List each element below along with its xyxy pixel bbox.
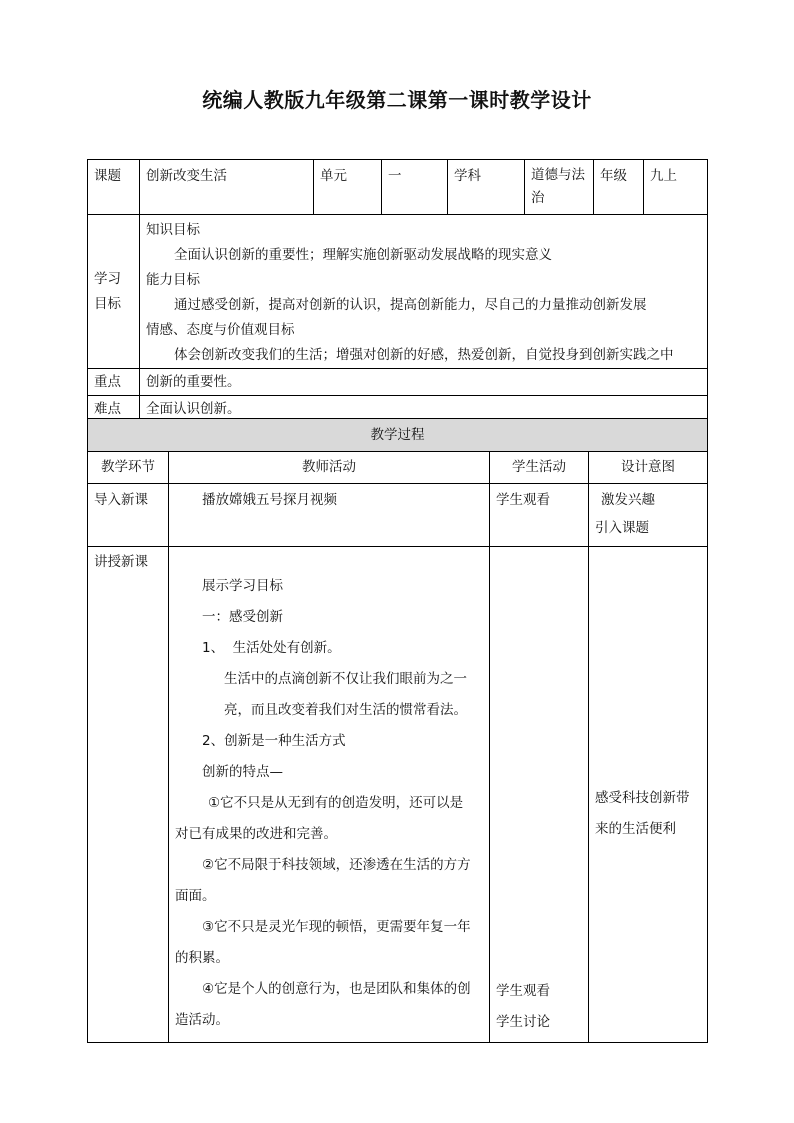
teacher-line: ③它不只是灵光乍现的顿悟，更需要年复一年	[202, 919, 471, 935]
objectives-row	[88, 215, 708, 369]
teacher-line: 2、创新是一种生活方式	[202, 733, 346, 749]
label-grade: 年级	[600, 168, 627, 184]
process-title: 教学过程	[370, 427, 425, 443]
process-title-row	[88, 419, 708, 452]
teacher-line: 对已有成果的改进和完善。	[175, 826, 337, 842]
label-objectives: 学习目标	[94, 270, 121, 312]
teach-student-1: 学生观看	[496, 983, 550, 999]
label-difficulty: 难点	[94, 401, 121, 417]
teacher-line: 造活动。	[175, 1012, 229, 1028]
topic-row	[88, 160, 708, 215]
teacher-line: 面面。	[175, 888, 216, 904]
label-topic: 课题	[94, 168, 121, 184]
topic-value: 创新改变生活	[146, 168, 227, 184]
objective-heading-emotion: 情感、态度与价值观目标	[146, 322, 295, 338]
teach-intent-1: 感受科技创新带	[595, 790, 690, 806]
teaching-row	[88, 547, 708, 1043]
header-student: 学生活动	[512, 459, 566, 475]
teaching-process-table	[87, 418, 708, 1043]
teacher-line: 亮，而且改变着我们对生活的惯常看法。	[224, 702, 467, 718]
intro-row	[88, 484, 708, 547]
teacher-line: 展示学习目标	[202, 578, 283, 594]
intro-teacher: 播放嫦娥五号探月视频	[202, 492, 337, 508]
label-key-point: 重点	[94, 374, 121, 390]
process-header-row	[88, 452, 708, 484]
teacher-line: ②它不局限于科技领域，还渗透在生活的方方	[202, 857, 471, 873]
teach-stage: 讲授新课	[94, 554, 148, 570]
header-intent: 设计意图	[621, 459, 675, 475]
intro-intent-1: 激发兴趣	[601, 492, 655, 508]
teacher-line: 创新的特点—	[202, 764, 283, 780]
header-stage: 教学环节	[101, 459, 155, 475]
unit-value: 一	[388, 168, 402, 184]
subject-value: 道德与法治	[531, 167, 585, 206]
label-subject: 学科	[454, 168, 481, 184]
teacher-line: 一：感受创新	[202, 609, 283, 625]
objective-emotion: 体会创新改变我们的生活；增强对创新的好感，热爱创新，自觉投身到创新实践之中	[174, 347, 674, 363]
objective-ability: 通过感受创新，提高对创新的认识，提高创新能力，尽自己的力量推动创新发展	[174, 297, 647, 313]
objective-knowledge: 全面认识创新的重要性；理解实施创新驱动发展战略的现实意义	[174, 247, 552, 263]
document-title: 统编人教版九年级第二课第一课时教学设计	[202, 88, 592, 112]
teach-intent-2: 来的生活便利	[595, 821, 676, 837]
header-teacher: 教师活动	[302, 459, 356, 475]
grade-value: 九上	[650, 168, 677, 184]
key-point-row	[88, 369, 708, 396]
objective-heading-ability: 能力目标	[146, 272, 200, 288]
teacher-line: ①它不只是从无到有的创造发明，还可以是	[208, 795, 464, 811]
teach-student-content	[490, 976, 588, 1042]
objective-heading-knowledge: 知识目标	[146, 222, 200, 238]
intro-intent-2: 引入课题	[595, 520, 649, 536]
label-unit: 单元	[320, 168, 347, 184]
intro-student: 学生观看	[496, 492, 550, 508]
teach-teacher-content	[169, 547, 489, 1036]
teacher-line: ④它是个人的创意行为，也是团队和集体的创	[202, 981, 471, 997]
teach-student-2: 学生讨论	[496, 1014, 550, 1030]
key-point-text: 创新的重要性。	[146, 374, 241, 390]
intro-stage: 导入新课	[94, 492, 148, 508]
teacher-line: 1、 生活处处有创新。	[202, 640, 341, 656]
teach-intent-content	[589, 547, 707, 845]
objectives-content	[140, 215, 707, 368]
teacher-line: 生活中的点滴创新不仅让我们眼前为之一	[224, 671, 467, 687]
lesson-info-table	[87, 159, 708, 423]
difficulty-text: 全面认识创新。	[146, 401, 241, 417]
teacher-line: 的积累。	[175, 950, 229, 966]
